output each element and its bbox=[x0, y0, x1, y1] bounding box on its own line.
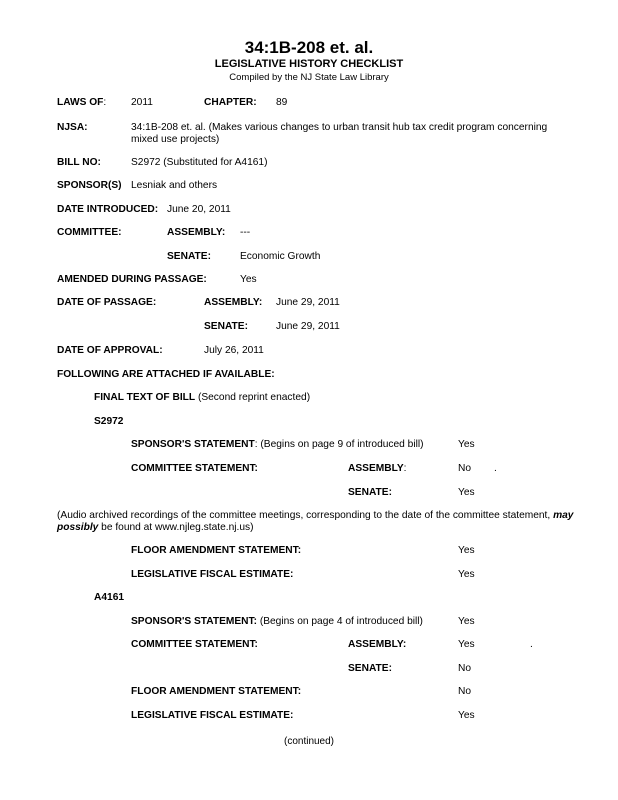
a4161-senate-label: SENATE: bbox=[348, 663, 392, 674]
a4161-fiscal-value: Yes bbox=[458, 710, 475, 721]
s2972-fiscal-label: LEGISLATIVE FISCAL ESTIMATE: bbox=[131, 569, 294, 580]
sponsors-value: Lesniak and others bbox=[131, 180, 218, 191]
compiled-by: Compiled by the NJ State Law Library bbox=[229, 72, 389, 83]
committee-senate-label: SENATE: bbox=[167, 251, 211, 262]
date-introduced-label: DATE INTRODUCED: bbox=[57, 204, 159, 215]
a4161-floor-label: FLOOR AMENDMENT STATEMENT: bbox=[131, 686, 302, 697]
s2972-heading: S2972 bbox=[94, 416, 124, 427]
committee-assembly-value: --- bbox=[240, 227, 251, 238]
amended-value: Yes bbox=[240, 274, 257, 285]
s2972-assembly-label: ASSEMBLY: bbox=[348, 463, 407, 474]
audio-note: (Audio archived recordings of the committee meetings, corresponding to the date of the committee statement, may possibly be found at www.njleg.state.nj.us) bbox=[57, 510, 574, 533]
bill-no-label: BILL NO: bbox=[57, 157, 101, 168]
s2972-floor-label: FLOOR AMENDMENT STATEMENT: bbox=[131, 545, 302, 556]
passage-assembly-label: ASSEMBLY: bbox=[204, 297, 263, 308]
chapter-label: CHAPTER: bbox=[204, 97, 257, 108]
approval-label: DATE OF APPROVAL: bbox=[57, 345, 163, 356]
a4161-fiscal-label: LEGISLATIVE FISCAL ESTIMATE: bbox=[131, 710, 294, 721]
amended-label: AMENDED DURING PASSAGE: bbox=[57, 274, 207, 285]
njsa-label: NJSA: bbox=[57, 122, 88, 133]
a4161-heading: A4161 bbox=[94, 592, 125, 603]
chapter-value: 89 bbox=[276, 97, 288, 108]
committee-senate-value: Economic Growth bbox=[240, 251, 321, 262]
a4161-senate-value: No bbox=[458, 663, 472, 674]
date-introduced-value: June 20, 2011 bbox=[167, 204, 231, 215]
document-subtitle: LEGISLATIVE HISTORY CHECKLIST bbox=[214, 58, 404, 70]
passage-label: DATE OF PASSAGE: bbox=[57, 297, 157, 308]
laws-of-value: 2011 bbox=[131, 97, 153, 108]
a4161-assembly-value: Yes bbox=[458, 639, 475, 650]
document-title: 34:1B-208 et. al. bbox=[244, 38, 374, 57]
s2972-floor-value: Yes bbox=[458, 545, 475, 556]
njsa-value: 34:1B-208 et. al. (Makes various changes to urban transit hub tax credit program concerning mixed use projects) bbox=[131, 122, 548, 145]
s2972-senate-value: Yes bbox=[458, 487, 475, 498]
s2972-fiscal-value: Yes bbox=[458, 569, 475, 580]
s2972-senate-label: SENATE: bbox=[348, 487, 392, 498]
passage-senate-value: June 29, 2011 bbox=[276, 321, 340, 332]
s2972-sponsor-value: Yes bbox=[458, 439, 475, 450]
committee-assembly-label: ASSEMBLY: bbox=[167, 227, 226, 238]
a4161-sponsor-statement: SPONSOR'S STATEMENT: (Begins on page 4 of introduced bill) bbox=[131, 616, 423, 627]
a4161-assembly-label: ASSEMBLY: bbox=[348, 639, 407, 650]
a4161-assembly-dot: . bbox=[530, 639, 533, 650]
a4161-floor-value: No bbox=[458, 686, 472, 697]
passage-senate-label: SENATE: bbox=[204, 321, 248, 332]
passage-assembly-value: June 29, 2011 bbox=[276, 297, 340, 308]
approval-value: July 26, 2011 bbox=[204, 345, 264, 356]
attached-heading: FOLLOWING ARE ATTACHED IF AVAILABLE: bbox=[57, 369, 275, 380]
a4161-sponsor-value: Yes bbox=[458, 616, 475, 627]
s2972-assembly-dot: . bbox=[494, 463, 497, 474]
laws-of-label: LAWS OF: bbox=[57, 97, 107, 108]
sponsors-label: SPONSOR(S) bbox=[57, 180, 122, 191]
s2972-assembly-value: No bbox=[458, 463, 472, 474]
a4161-committee-label: COMMITTEE STATEMENT: bbox=[131, 639, 258, 650]
final-text: FINAL TEXT OF BILL (Second reprint enacted) bbox=[94, 392, 311, 403]
committee-label: COMMITTEE: bbox=[57, 227, 122, 238]
bill-no-value: S2972 (Substituted for A4161) bbox=[131, 157, 268, 168]
s2972-committee-label: COMMITTEE STATEMENT: bbox=[131, 463, 258, 474]
s2972-sponsor-statement: SPONSOR'S STATEMENT: (Begins on page 9 of introduced bill) bbox=[131, 439, 424, 450]
continued-note: (continued) bbox=[283, 736, 335, 747]
